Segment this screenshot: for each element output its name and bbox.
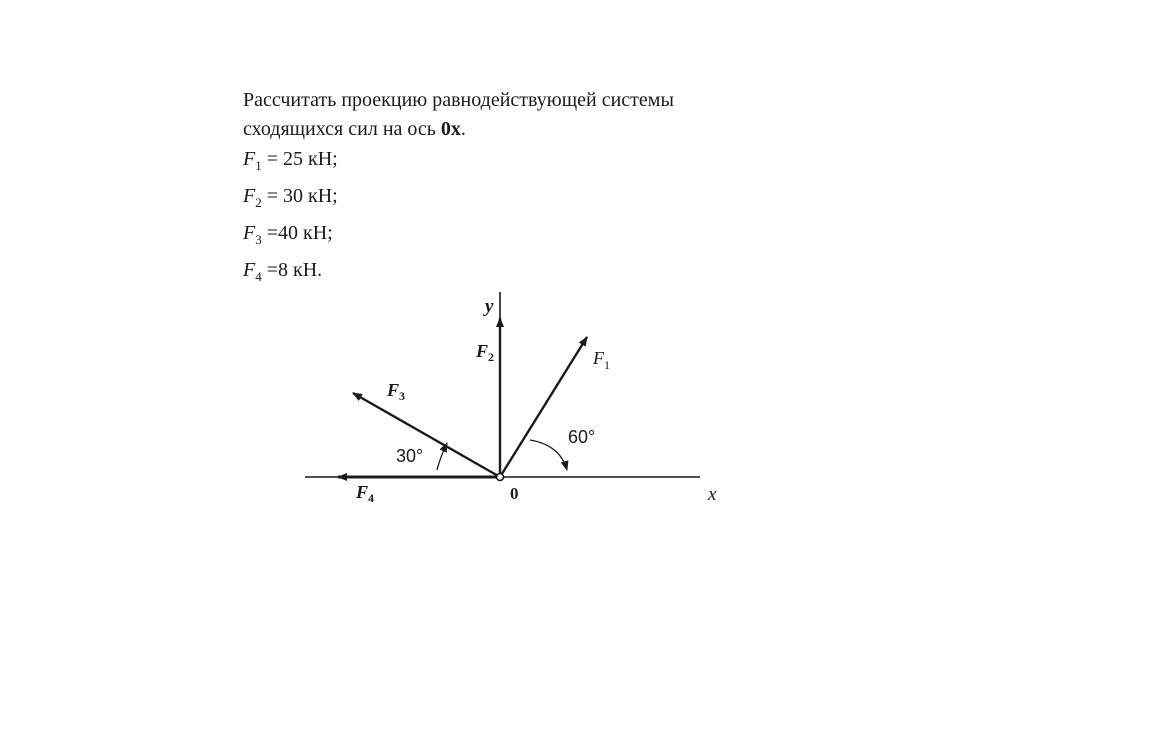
angle-label-f3: 30°	[396, 446, 424, 466]
x-axis-label: x	[708, 484, 717, 505]
force-symbol: F	[243, 148, 256, 170]
vector-f3-arrow	[353, 393, 500, 477]
force-magnitude: =40 кН;	[266, 222, 333, 244]
problem-text-line-1: Рассчитать проекцию равнодействующей системы	[243, 89, 674, 111]
problem-text-line-2-prefix: сходящихся сил на ось	[243, 118, 441, 140]
vector-label-f2: $F_2$	[476, 341, 495, 364]
force-index: 4	[255, 269, 262, 284]
angle-arc-f1	[530, 440, 567, 470]
force-index: 2	[255, 195, 262, 210]
vector-label-f4: $F_4$	[356, 482, 375, 505]
force-symbol: F	[243, 259, 256, 281]
force-symbol: F	[243, 222, 256, 244]
vector-label-f1: $F_1$	[593, 348, 610, 372]
force-index: 3	[255, 232, 262, 247]
angle-label-f1: 60°	[568, 427, 596, 447]
force-index: 1	[255, 158, 262, 173]
problem-axis-name: 0x	[440, 118, 461, 140]
vector-f1-arrow	[500, 337, 587, 477]
force-symbol: F	[243, 185, 256, 207]
force-magnitude: = 25 кН;	[266, 148, 338, 170]
force-magnitude: = 30 кН;	[266, 185, 338, 207]
vector-label-f3: $F_3$	[387, 380, 406, 403]
origin-label: 0	[510, 484, 519, 503]
y-axis-label: y	[485, 296, 494, 317]
force-magnitude: =8 кН.	[266, 259, 323, 281]
angle-arc-f3	[437, 443, 447, 470]
problem-text-line-2-suffix: .	[460, 118, 466, 140]
origin-point	[497, 474, 504, 481]
